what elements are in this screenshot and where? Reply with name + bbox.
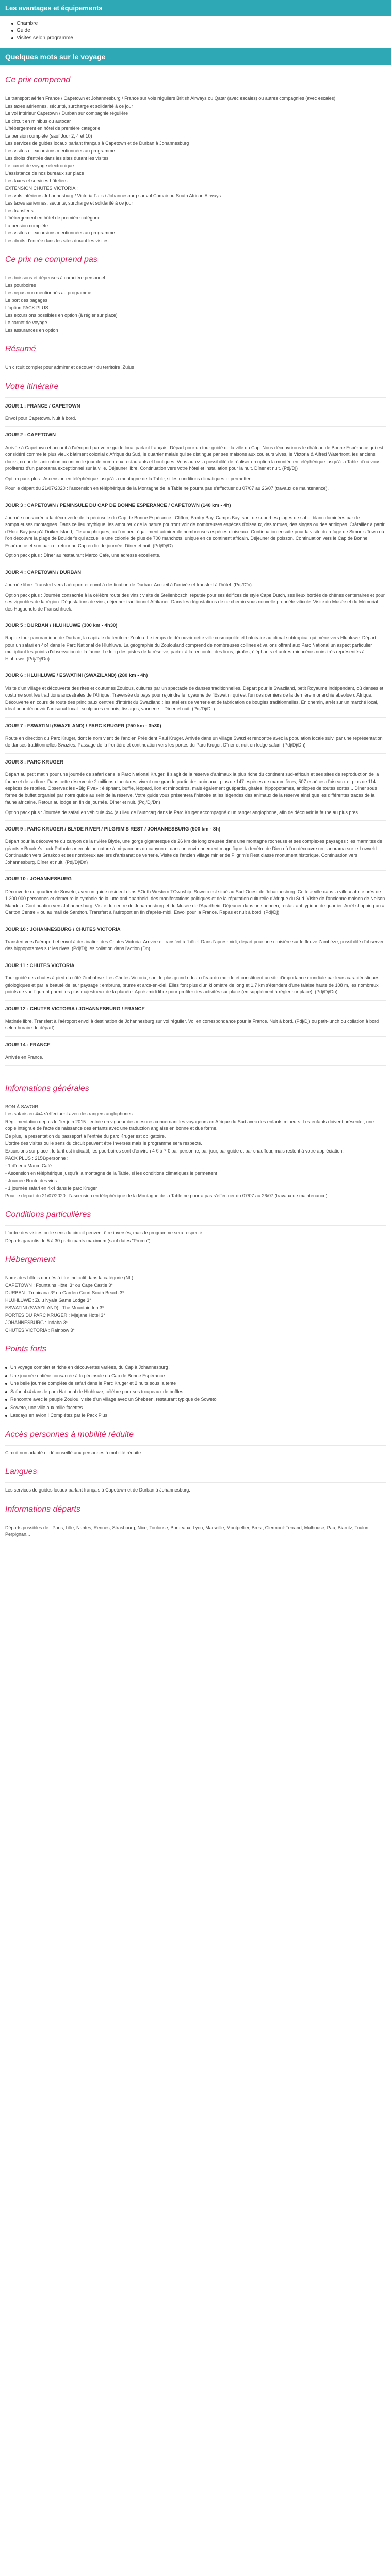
included-item: Le circuit en minibus ou autocar (5, 118, 71, 124)
bullet-icon (5, 1375, 7, 1377)
not-included-item: Le port des bagages (5, 297, 48, 303)
general-info-line: Les safaris en 4x4 s'effectuent avec des rangers anglophones. (5, 1111, 134, 1116)
day-description: Rapide tour panoramique de Durban, la capitale du territoire Zoulou. Le temps de découvrir cette ville cosmopolite et balnéaire au climat subtropical qui mène vers Hluhluwe. Départ pour un safari en 4x4 dans le Parc National de Hluhluwe. La géographie du Zoulouland comprend de nombreuses collines et vallons offrant aux Parc National un aspect particulier multipliant les points d'observation de la faune. Le long des pistes de la réserve, partez à la rencontre des lions, girafes, éléphants et autres rhinocéros noirs très représentés à Hluhluwe. (Pdj/Dj/Dn) (5, 635, 376, 662)
included-item: Les vols intérieurs Johannesburg / Victoria Falls / Johannesburg sur vol Comair ou South African Airways (5, 193, 221, 198)
highlight-item: Lasdays en avion ! Complétez par le Pack Plus (5, 1412, 386, 1419)
itinerary-day (5, 926, 386, 957)
general-info-line: - 1 dîner à Marco Café (5, 1163, 52, 1168)
day-description: Départ au petit matin pour une journée de safari dans le Parc National Kruger. Il s'agit de la réserve d'animaux la plus riche du continent sud-africain et ses sites de reproduction de la faune et de sa flore. Dans cette réserve de 2 millions d'hectares, vivent une grande partie des animaux : plus de 147 espèces de mammifères, 507 espèces d'oiseaux et plus de 114 espèces de reptiles. Observez les «Big Five» : éléphant, buffle, léopard, lion et rhinocéros, mais également guépards, girafes, hippopotames, antilopes de toutes sortes... Dîner sous forme de buffet organisé par notre guide au sein de la réserve. Votre guide vous présentera l'histoire et les légendes des animaux de la réserve ainsi que les différentes traces de la faune africaine. Retour au lodge en fin de journée. Dîner et nuit. (Pdj/Dj/Dn) (5, 772, 379, 805)
itinerary-day (5, 403, 386, 427)
included-item: L'assistance de nos bureaux sur place (5, 171, 84, 176)
day-title: JOUR 14 : FRANCE (5, 1042, 51, 1048)
included-item: L'hébergement en hôtel de première catégorie (5, 126, 101, 131)
itinerary-day (5, 826, 386, 871)
general-info-line: PACK PLUS : 215€/personne : (5, 1156, 69, 1161)
hotel-line: ESWATINI (SWAZILAND) : The Mountain Inn 3* (5, 1305, 104, 1310)
day-title: JOUR 5 : DURBAN / HLUHLUWE (300 km - 4h30) (5, 623, 118, 629)
general-info-line: Réglementation depuis le 1er juin 2015 : entrée en vigueur des mesures concernant les voyageurs en Afrique du Sud avec des enfants mineurs. Les enfants doivent présenter, une copie intégrale de l'acte de naissance des enfants avec une traduction anglaise en bonne et due forme. (5, 1118, 374, 1131)
accommodation-list (5, 1275, 386, 1334)
bullet-icon (5, 1407, 7, 1409)
bullet-icon (5, 1383, 7, 1385)
amenity-item: Visites selon programme (11, 35, 380, 41)
divider (5, 426, 386, 427)
section-title-general-info: Informations générales (5, 1083, 89, 1093)
day-description: Option pack plus : Ascension en téléphérique jusqu'à la montagne de la Table, si les conditions climatiques le permettent. (5, 476, 254, 481)
not-included-item: Les boissons et dépenses à caractère personnel (5, 275, 105, 280)
highlight-item: Un voyage complet et riche en découvertes variées, du Cap à Johannesburg ! (5, 1364, 386, 1371)
included-item: Les transferts (5, 208, 34, 213)
divider (5, 1225, 386, 1226)
day-title: JOUR 10 : JOHANNESBURG (5, 876, 72, 883)
divider (5, 870, 386, 871)
accessibility-text: Circuit non adapté et déconseillé aux personnes à mobilité réduite. (5, 1450, 142, 1455)
divider (5, 1000, 386, 1001)
general-info-line: Pour le départ du 21/07/2020 : l'ascension en téléphérique de la Montagne de la Table ne pourra pas s'effectuer du 07/07 au 26/07 (travaux de maintenance). (5, 1193, 329, 1198)
itinerary-days (5, 403, 386, 1066)
section-title-accessibility: Accès personnes à mobilité réduite (5, 1430, 134, 1439)
itinerary-day (5, 502, 386, 564)
included-item: Les services de guides locaux parlant français à Capetown et de Durban à Johannesburg (5, 141, 189, 146)
day-description: Découverte du quartier de Soweto, avec un guide résident dans SOuth Western TOwnship. Soweto est situé au Sud-Ouest de Johannesburg. Cette « ville dans la ville » abrite près de 1.300.000 personnes et demeure le symbole de la lutte anti-apartheid, des manifestations politiques et de la réputation culturelle d'Afrique du Sud. Visite de l'ancienne maison de Nelson Mandela. Continuation vers Johannesburg. Visite du centre de Johannesburg et du Musée de l'Apartheid. Déjeuner dans un shebeen, restaurant typique de quartier. Arrêt shopping au « Carlton Centre » ou au mall de Sandton. Transfert à l'aéroport en fin d'après-midi. Envol pour la France. Repas et nuit à bord. (Pdj/Dj) (5, 889, 385, 915)
hotel-line: JOHANNESBURG : Indaba 3* (5, 1320, 68, 1325)
general-info-line: BON À SAVOIR (5, 1104, 38, 1109)
amenity-item: Guide (11, 28, 380, 33)
day-description: Visite d'un village et découverte des rites et coutumes Zoulous, cultures par un spectacle de danses traditionnelles. Départ pour le Swaziland, petit Royaume indépendant, où danses et costume sont les traditions ancestrales de l'Afrique. Traversée du pays pour rejoindre le royaume de l'Eswatini qui est l'un des derniers de la dernière monarchie absolue d'Afrique. Découverte en cours de route des principaux centres d'intérêt du Swaziland : les ateliers de verrerie et de fabrication de bougies traditionnelles. En chemin, arrêt sur un marché local, idéal pour découvrir l'artisanat local : sculptures en bois, tissages, vannerie... Dîner et nuit. (Pdj/Dj/Dn) (5, 685, 383, 711)
general-info-list (5, 1104, 386, 1200)
general-info-line: L'ordre des visites ou le sens du circuit peuvent être inversés mais le programme sera respecté. (5, 1141, 202, 1146)
hotel-line: DURBAN : Tropicana 3* ou Garden Court South Beach 3* (5, 1290, 124, 1295)
hotel-line: PORTES DU PARC KRUGER : Mjejane Hotel 3* (5, 1312, 105, 1318)
itinerary-day (5, 672, 386, 717)
included-item: Le carnet de voyage électronique (5, 163, 74, 168)
not-included-item: Les pourboires (5, 282, 36, 288)
bullet-icon (5, 1391, 7, 1393)
itinerary-day (5, 876, 386, 921)
divider (5, 1482, 386, 1483)
included-item: La pension complète (5, 223, 48, 228)
itinerary-day (5, 1006, 386, 1037)
highlight-item: Safari 4x4 dans le parc National de Hluhluwe, célèbre pour ses troupeaux de buffles (5, 1388, 386, 1396)
itinerary-day (5, 723, 386, 754)
general-info-line: - 1 journée safari en 4x4 dans le parc Kruger (5, 1185, 97, 1191)
hotel-line: Noms des hôtels donnés à titre indicatif dans la catégorie (NL) (5, 1275, 134, 1280)
not-included-item: Le carnet de voyage (5, 320, 47, 325)
day-title: JOUR 8 : PARC KRUGER (5, 759, 63, 765)
amenities-header: Les avantages et équipements (0, 0, 391, 16)
day-description: Arrivée à Capetown et accueil à l'aéroport par votre guide local parlant français. Départ pour un tour guidé de la ville du Cap. Nous découvrirons le château de Bonne Espérance qui est considéré comme le plus vieux bâtiment colonial d'Afrique du Sud, le quartier malais qui se distingue par ses maisons aux couleurs vives, le Victoria & Alfred Waterfront, les anciens docks, cœur de l'animation où ont vu le jour de nombreux restaurants et boutiques. Vous aurez la possibilité de réaliser en option la montée en téléphérique jusqu'à la Table, d'où vous profiterez d'un panorama exceptionnel sur la ville. Déjeuner libre. Continuation vers votre hôtel et installation pour la nuit. Dîner et nuit. (Pdj/Dj) (5, 445, 384, 471)
included-item: Les visites et excursions mentionnées au programme (5, 230, 115, 235)
general-info-line: - Ascension en téléphérique jusqu'à la montagne de la Table, si les conditions climatiques le permettent (5, 1171, 217, 1176)
included-item: Le vol intérieur Capetown / Durban sur compagnie régulière (5, 111, 128, 116)
not-included-item: Les repas non mentionnés au programme (5, 290, 92, 295)
itinerary-day (5, 432, 386, 497)
amenities-list (0, 16, 391, 47)
highlights-list (5, 1364, 386, 1419)
day-title: JOUR 4 : CAPETOWN / DURBAN (5, 569, 82, 575)
general-info-line: - Journée Route des vins (5, 1178, 57, 1183)
section-title-conditions: Conditions particulières (5, 1210, 91, 1219)
day-description: Tour guidé des chutes à pied du côté Zimbabwe. Les Chutes Victoria, sont le plus grand rideau d'eau du monde et constituent un site d'importance mondiale par leurs caractéristiques géologiques et par la beauté de leur paysage : embruns, brume et arcs-en-ciel. Elles font plus d'un kilomètre de long et 1,7 km s'étendent d'une falaise haute de 108 m, les nombreux points de vue figurent parmi les plus majestueux de la planète. Après-midi libre pour profiter des activités sur place (en supplément à régler sur place). (Pdj/Dj/Dn) (5, 975, 380, 994)
highlight-item: Rencontre avec le peuple Zoulou, visite d'un village avec un Shebeen, restaurant typique de Soweto (5, 1396, 386, 1403)
bullet-icon (11, 37, 13, 39)
not-included-item: L'option PACK PLUS (5, 305, 48, 310)
divider (5, 753, 386, 754)
day-description: Pour le départ du 21/07/2020 : l'ascension en téléphérique de la Montagne de la Table ne pourra pas s'effectuer du 07/07 au 26/07 (travaux de maintenance). (5, 486, 329, 491)
section-title-languages: Langues (5, 1467, 37, 1476)
condition-line: Départs garantis de 5 à 30 participants maximum (sauf dates "Promo"). (5, 1238, 152, 1243)
general-info-line: De plus, la présentation du passeport à l'entrée du parc Kruger est obligatoire. (5, 1133, 166, 1139)
section-title-highlights: Points forts (5, 1345, 47, 1353)
section-title-accommodation: Hébergement (5, 1255, 55, 1264)
divider (5, 1445, 386, 1446)
itinerary-day (5, 962, 386, 1001)
summary-text: Un circuit complet pour admirer et découvrir du territoire !Zulus (5, 365, 134, 370)
conditions-list (5, 1230, 386, 1244)
itinerary-day (5, 569, 386, 617)
day-title: JOUR 11 : CHUTES VICTORIA (5, 962, 75, 969)
included-item: La pension complète (sauf Jour 2, 4 et 10) (5, 133, 92, 139)
day-title: JOUR 10 : JOHANNESBURG / CHUTES VICTORIA (5, 926, 121, 933)
highlight-item: Une belle journée complète de safari dans le Parc Kruger et 2 nuits sous la tente (5, 1380, 386, 1387)
day-description: Départ pour la découverte du canyon de la rivière Blyde, une gorge gigantesque de 26 km de long creusée dans une montagne rocheuse et ses complexes paysages : les marmites de géants « Bourke's Luck Potholes » en pleine nature à mi-parcours du canyon et dans un environnement magnifique, la fenêtre de Dieu où l'on découvre un panorama sur le Lowveld. Continuation vers Graskop et ses nombreux ateliers d'artisanat de verrerie. Visite de l'ancien village minier de Pilgrim's Rest classé monument historique. Continuation vers Johannesburg. Dîner et nuit. (Pdj/Dj/Dn) (5, 839, 382, 865)
day-description: Journée consacrée à la découverte de la péninsule du Cap de Bonne Espérance : Clifton, Bantry Bay, Camps Bay, sont de superbes plages de sable blanc dominées par de somptueuses montagnes. Dans ce lieu mythique, les amoureux de la nature pourront voir de nombreuses espèces d'oiseaux, des tortues, des singes ou des antilopes. Crâtaillez à partir d'Hout Bay jusqu'à Duiker Island, l'île aux phoques, où l'on peut également admirer de nombreuses espèces d'oiseaux. Continuation ensuite pour la visite du refuge de Simon's Town où l'on découvre la plage de Boulder's qui accueille une colonie de plus de 700 manchots, unique en ce continent africain. Déjeuner de poisson. Continuation vers le Cap de Bonne Espérance et son parc et retour au Cap en fin de journée. Dîner et nuit. (Pdj/Dj/D) (5, 515, 385, 548)
included-item: Les taxes aériennes, sécurité, surcharge et solidarité à ce jour (5, 103, 133, 109)
day-title: JOUR 7 : ESWATINI (SWAZILAND) / PARC KRUGER (250 km - 3h30) (5, 723, 161, 729)
section-title-summary: Résumé (5, 345, 36, 353)
included-list (5, 95, 386, 244)
hotel-line: CAPETOWN : Fountains Hôtel 3* ou Cape Castle 3* (5, 1282, 113, 1288)
trip-overview-band: Quelques mots sur le voyage (0, 48, 391, 65)
not-included-item: Les excursions possibles en option (à régler sur place) (5, 312, 118, 318)
departures-text: Départs possibles de : Paris, Lille, Nantes, Rennes, Strasbourg, Nice, Toulouse, Bordeaux, Lyon, Marseille, Montpellier, Brest, Clermont-Ferrand, Mulhouse, Pau, Biarritz, Toulon, Perpignan... (5, 1524, 370, 1537)
itinerary-day (5, 622, 386, 667)
day-description: Arrivée en France. (5, 1055, 44, 1060)
included-item: Les droits d'entrée dans les sites durant les visites (5, 156, 109, 161)
condition-line: L'ordre des visites ou le sens du circuit peuvent être inversés, mais le programme sera respecté. (5, 1230, 204, 1235)
divider (5, 820, 386, 821)
day-description: Journée libre. Transfert vers l'aéroport et envol à destination de Durban. Accueil à l'arrivée et transfert à l'hôtel. (Pdj/Dîn). (5, 582, 253, 587)
bullet-icon (11, 23, 13, 25)
day-description: Option pack plus : Journée consacrée à la célèbre route des vins : visite de Stellenbosch, réputée pour ses édifices de style Cape Dutch, ses lieux bordés de chênes centenaires et pour ses vignobles de la région. Dégustations de vins, déjeuner traditionnel Afrikaner. Dans les dégustations de ce chemin vous nouvelle propriété viticole. Visite du Musée et du Mémorial des Huguenots de Franschhoek. (5, 592, 385, 612)
bullet-icon (5, 1399, 7, 1401)
included-item: EXTENSION CHUTES VICTORIA : (5, 185, 78, 191)
included-item: L'hébergement en hôtel de première catégorie (5, 215, 101, 221)
included-item: Les visites et excursions mentionnées au programme (5, 148, 115, 154)
day-description: Option pack plus : Dîner au restaurant Marco Cafe, une adresse excellente. (5, 553, 161, 558)
day-description: Option pack plus : Journée de safari en véhicule 4x4 (au lieu de l'autocar) dans le Parc Kruger accompagné d'un ranger anglophone, afin de découvrir la faune au plus près. (5, 809, 360, 815)
amenity-item: Chambre (11, 21, 380, 26)
included-item: Les droits d'entrée dans les sites durant les visites (5, 238, 109, 243)
day-description: Transfert vers l'aéroport et envol à destination des Chutes Victoria. Arrivée et transfert à l'hôtel. Dans l'après-midi, départ pour une croisière sur le fleuve Zambèze, possibilité d'observer des hippopotames sur les rives. (Pdj/Dj) les collation dans l'action (Dn). (5, 939, 384, 952)
day-title: JOUR 1 : FRANCE / CAPETOWN (5, 403, 80, 409)
section-title-itinerary: Votre itinéraire (5, 382, 59, 391)
bullet-icon (5, 1415, 7, 1417)
day-title: JOUR 2 : CAPETOWN (5, 432, 56, 438)
section-title-included: Ce prix comprend (5, 76, 71, 84)
included-item: Les taxes et services hôteliers (5, 178, 68, 183)
day-description: Matinée libre. Transfert à l'aéroport envol à destination de Johannesburg sur vol régulier. Vol en correspondance pour la France. Nuit à bord. (Pdj/Dj) ou petit-lunch ou collation à bord selon horaire de départ). (5, 1018, 379, 1031)
day-title: JOUR 3 : CAPETOWN / PENINSULE DU CAP DE BONNE ESPERANCE / CAPETOWN (140 km - 4h) (5, 502, 231, 509)
day-title: JOUR 12 : CHUTES VICTORIA / JOHANNESBURG / FRANCE (5, 1006, 145, 1012)
content (0, 74, 391, 1545)
divider (5, 1065, 386, 1066)
itinerary-day (5, 1042, 386, 1066)
hotel-line: CHUTES VICTORIA : Rainbow 3* (5, 1327, 75, 1333)
bullet-icon (11, 30, 13, 32)
day-title: JOUR 9 : PARC KRUGER / BLYDE RIVER / PILGRIM'S REST / JOHANNESBURG (500 km - 8h) (5, 826, 221, 832)
hotel-line: HLUHLUWE : Zulu Nyala Game Lodge 3* (5, 1297, 91, 1303)
not-included-item: Les assurances en option (5, 327, 58, 333)
languages-text: Les services de guides locaux parlant français à Capetown et de Durban à Johannesburg. (5, 1487, 190, 1493)
day-description: Route en direction du Parc Kruger, dont le nom vient de l'ancien Président Paul Kruger. Arrivée dans un village Swazi et rencontre avec la population locale suivi par une représentation de danses traditionnelles Swazies. Passage de la frontière et continuation vers les portes du Parc Kruger. Dîner et nuit en lodge safari. (Pdj/Dj/Dn) (5, 735, 383, 748)
included-item: Le transport aérien France / Capetown et Johannesburg / France sur vols réguliers British Airways ou Qatar (avec escales) ou autres compagnies (avec escales) (5, 96, 336, 101)
divider (5, 397, 386, 398)
divider (5, 717, 386, 718)
section-title-not-included: Ce prix ne comprend pas (5, 255, 97, 264)
included-item: Les taxes aériennes, sécurité, surcharge et solidarité à ce jour (5, 200, 133, 206)
section-title-departures: Informations départs (5, 1504, 80, 1514)
itinerary-day (5, 759, 386, 821)
highlight-item: Une journée entière consacrée à la péninsule du Cap de Bonne Espérance (5, 1372, 386, 1380)
highlight-item: Soweto, une ville aux mille facettes (5, 1404, 386, 1412)
bullet-icon (5, 1367, 7, 1369)
not-included-list (5, 275, 386, 334)
divider (5, 1036, 386, 1037)
day-description: Envol pour Capetown. Nuit à bord. (5, 415, 76, 421)
day-title: JOUR 6 : HLUHLUWE / ESWATINI (SWAZILAND) (280 km - 4h) (5, 673, 148, 679)
general-info-line: Excursions sur place : le tarif est indicatif, les pourboires sont d'environ 4 € à 7 € par personne, par jour, par guide et par chauffeur, mais restent à votre appréciation. (5, 1148, 344, 1154)
